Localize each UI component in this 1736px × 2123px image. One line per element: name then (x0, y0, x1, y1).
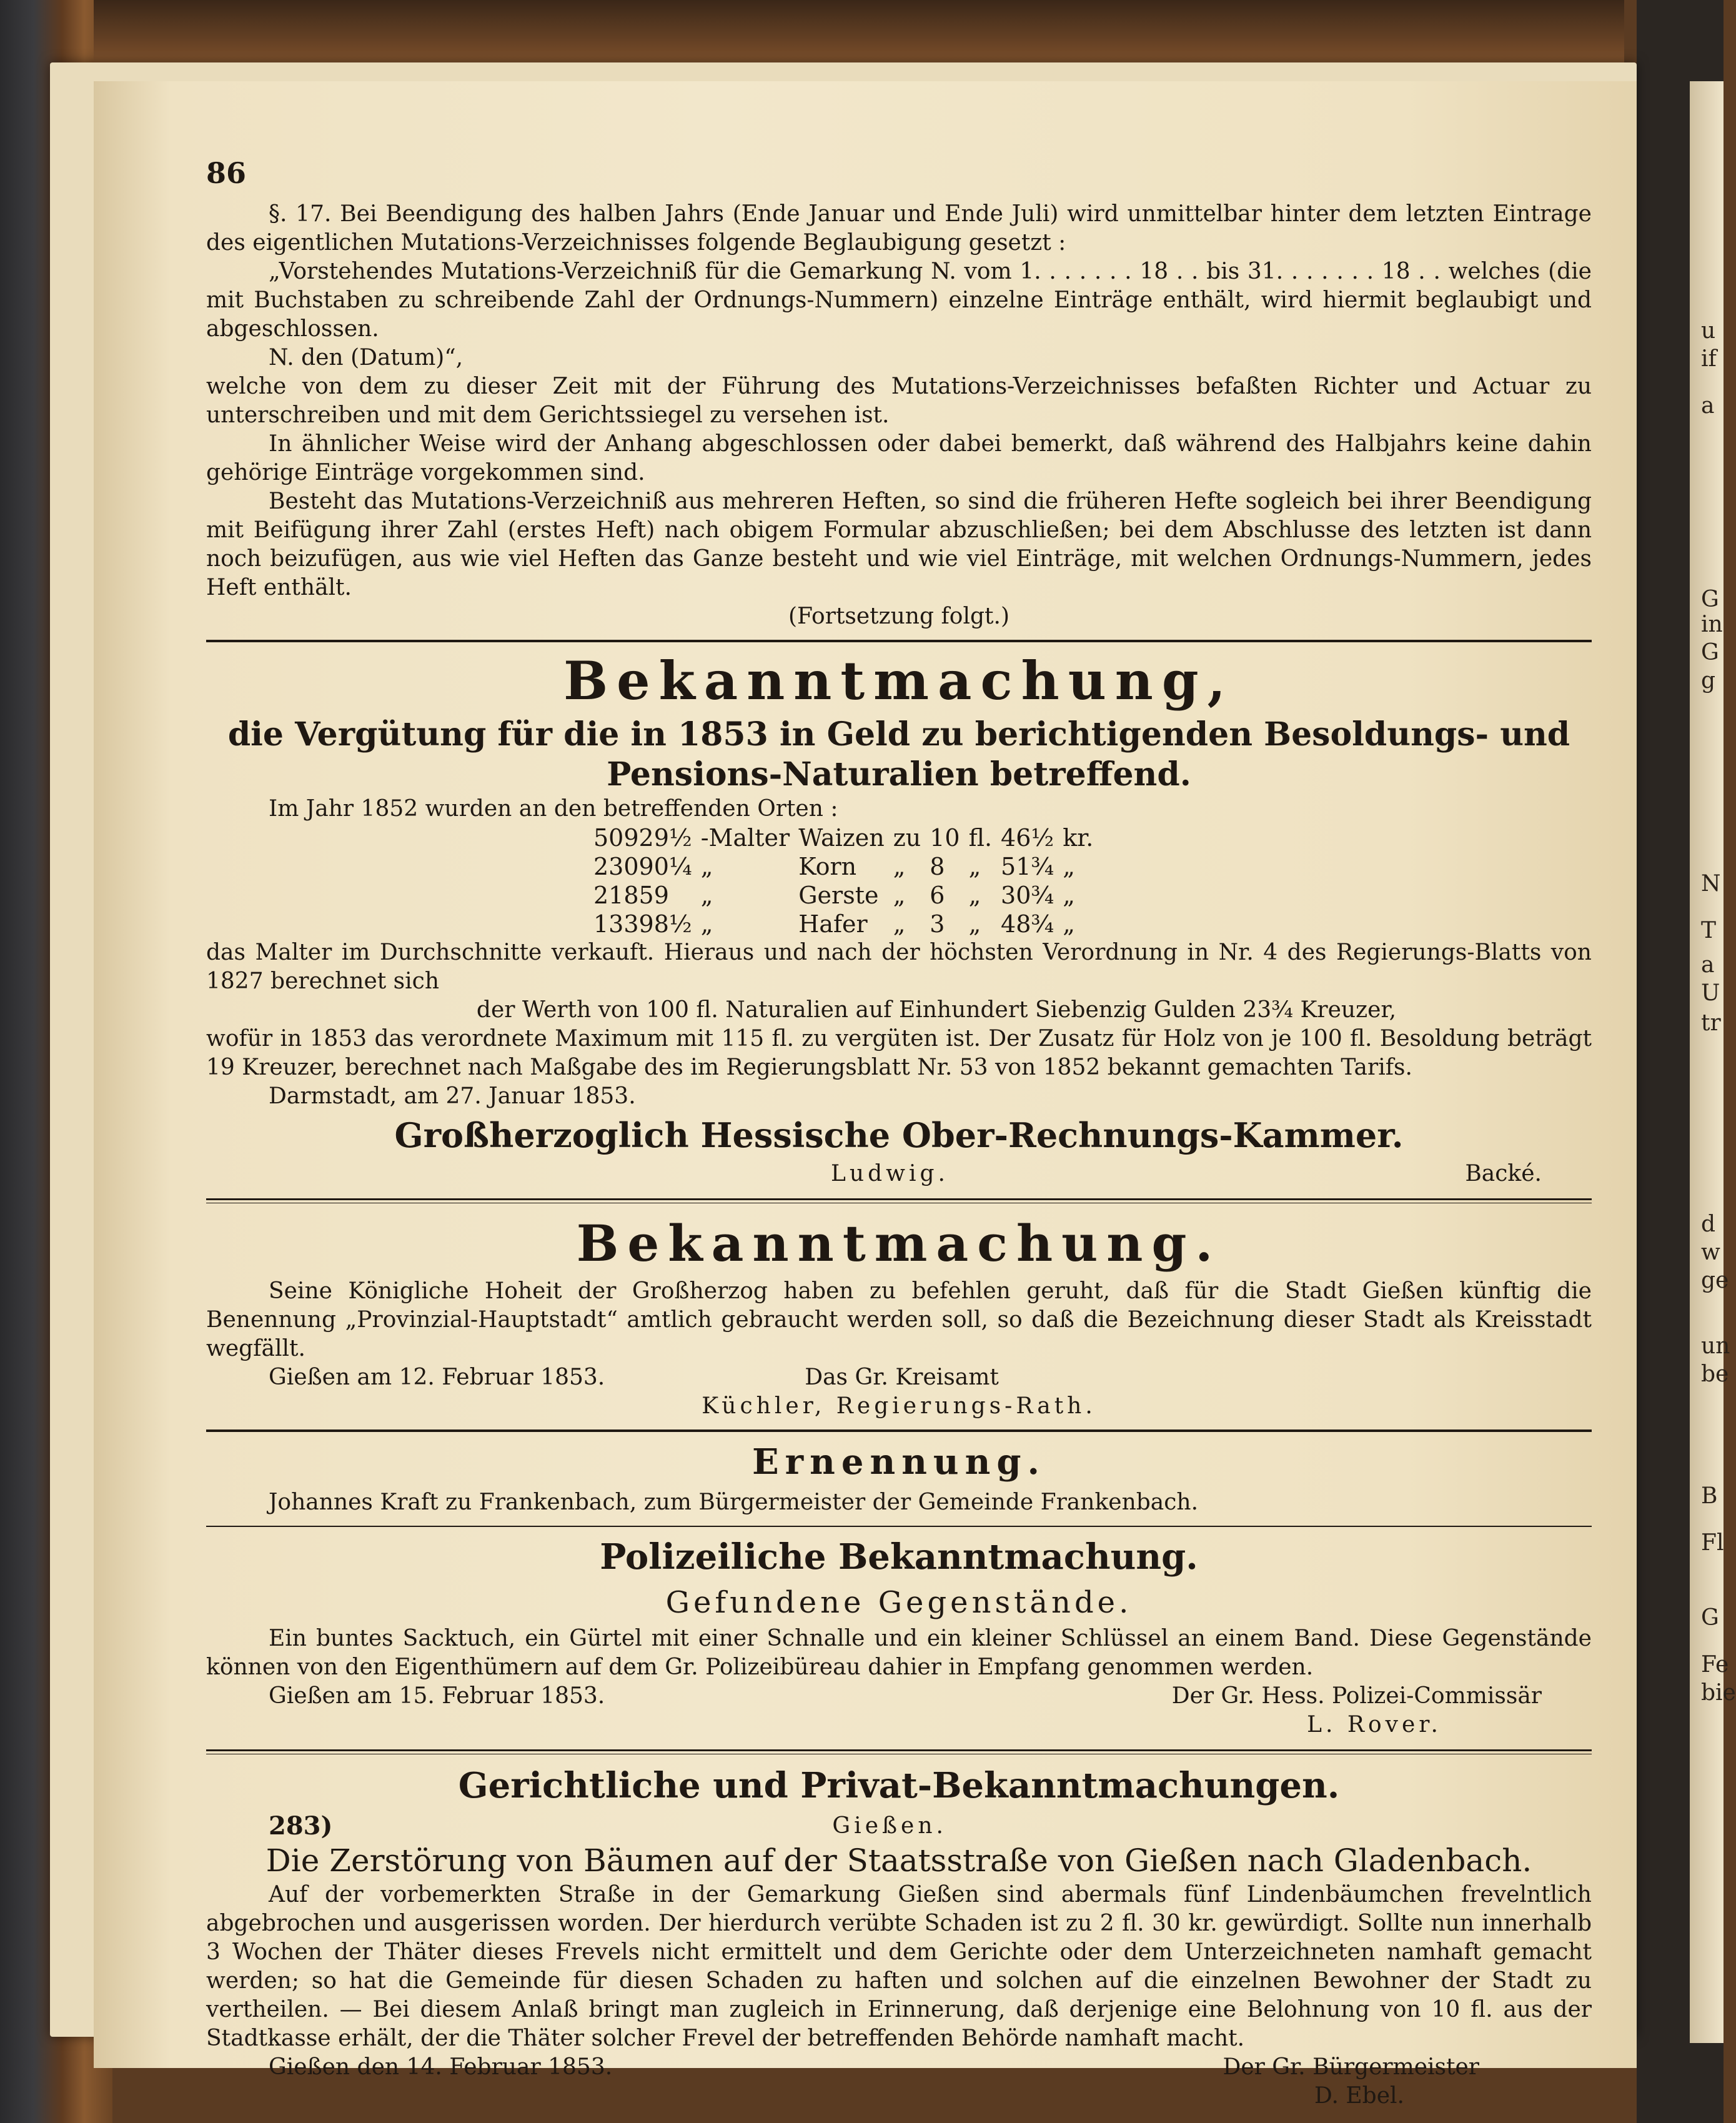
signature: L. Rover. (1307, 1712, 1442, 1738)
table-cell: 6 (930, 882, 945, 909)
notice-subtitle: Gefundene Gegenstände. (665, 1585, 1133, 1620)
signature: Backé. (1465, 1161, 1542, 1186)
section17-paragraph: In ähnlicher Weise wird der Anhang abgeschlossen oder dabei bemerkt, daß während des Halbjahrs keine dahin gehörige Einträge vorgekommen sind. (206, 431, 1592, 485)
table-row (593, 910, 1102, 938)
fragment: ge (1701, 1268, 1729, 1293)
table-cell: kr. (1063, 824, 1094, 852)
table-cell: „ (893, 882, 906, 909)
table-row (593, 823, 1102, 852)
table-cell: fl. (968, 824, 993, 852)
fragment: G (1701, 640, 1719, 665)
fragment: in (1701, 612, 1723, 637)
table-cell: 50929½ (593, 824, 692, 852)
fragment: a (1701, 952, 1715, 978)
fragment: d (1701, 1211, 1716, 1237)
notice-highlight-line: der Werth von 100 fl. Naturalien auf Einhundert Siebenzig Gulden 23¾ Kreuzer, (476, 997, 1397, 1023)
notice-paragraph: das Malter im Durchschnitte verkauft. Hieraus und nach der höchsten Verordnung in Nr. 4 des Regierungs-Blatts von 1827 berechnet sich (206, 940, 1592, 994)
place-date: Gießen den 14. Februar 1853. (269, 2054, 613, 2080)
section-divider (206, 640, 1592, 642)
section17-paragraph: Besteht das Mutations-Verzeichniß aus mehreren Heften, so sind die früheren Hefte sogleich bei ihrer Beendigung mit Beifügung ihrer Zahl (erstes Heft) nach obigem Formular abzuschließen; bei dem Abschlusse des letzten ist dann noch beizufügen, aus wie viel Heften das Ganze besteht und wie viel Einträge, mit welchen Ordnungs-Nummern, jedes Heft enthält. (206, 489, 1592, 600)
notice-title: Bekanntmachung. (576, 1214, 1222, 1273)
notice-title: Gerichtliche und Privat-Bekanntmachungen. (458, 1765, 1340, 1806)
place-date: Gießen am 12. Februar 1853. (269, 1365, 605, 1390)
section17-paragraph: welche von dem zu dieser Zeit mit der Führung des Mutations-Verzeichnisses befaßten Richter und Actuar zu unterschreiben und mit dem Gerichtssiegel zu versehen ist. (206, 374, 1592, 428)
adjacent-page-edge (1690, 81, 1736, 2043)
section17-formula: „Vorstehendes Mutations-Verzeichniß für die Gemarkung N. vom 1. . . . . . . 18 . . bis 31. . . . . . . 18 . . welches (die mit Buchstaben zu schreibende Zahl der Ordnungs-Nummern) einzelne Einträge enthält, wird hiermit beglaubigt und abgeschlossen. (206, 259, 1592, 342)
fragment: Fl (1701, 1530, 1724, 1556)
table-cell: „ (1063, 882, 1075, 909)
fragment: g (1701, 668, 1716, 694)
table-cell: Hafer (798, 910, 868, 938)
table-cell: Gerste (798, 882, 879, 909)
notice-paragraph: Auf der vorbemerkten Straße in der Gemarkung Gießen sind abermals fünf Lindenbäumchen frevelntlich abgebrochen und ausgerissen worden. Der hierdurch verübte Schaden ist zu 2 fl. 30 kr. gewürdigt. Sollte nun innerhalb 3 Wochen der Thäter dieses Frevels nicht ermittelt und dem Gerichte oder dem Unterzeichneten namhaft gemacht werden; so hat die Gemeinde für diesen Schaden zu haften und solchen auf die einzelnen Bewohner der Stadt zu vertheilen. — Bei diesem Anlaß bringt man zugleich in Erinnerung, daß derjenige eine Belohnung von 10 fl. aus der Stadtkasse erhält, der die Thäter solcher Frevel der betreffenden Behörde namhaft macht. (206, 1882, 1592, 2051)
section17-date: N. den (Datum)“, (269, 345, 464, 370)
section-divider (206, 1526, 1592, 1527)
signature: Ludwig. (831, 1161, 949, 1186)
table-cell: 3 (930, 910, 945, 938)
table-cell: 23090¼ (593, 853, 692, 880)
place: Gießen. (832, 1813, 947, 1839)
table-row (593, 881, 1102, 910)
page-text-column (206, 200, 1592, 2111)
notice-paragraph: Ein buntes Sacktuch, ein Gürtel mit einer Schnalle und ein kleiner Schlüssel an einem Band. Diese Gegenstände können von den Eigenthümern auf dem Gr. Polizeibüreau dahier in Empfang genommen werden. (206, 1626, 1592, 1680)
section-divider (206, 1198, 1592, 1203)
office: Das Gr. Kreisamt (805, 1365, 999, 1390)
table-cell: 48¾ (1001, 910, 1054, 938)
fragment: if (1701, 346, 1717, 372)
page-number: 86 (206, 156, 247, 190)
notice-number: 283) (269, 1811, 333, 1841)
table-cell: 10 (930, 824, 960, 852)
section-divider (206, 1429, 1592, 1432)
fragment: un (1701, 1333, 1730, 1359)
notice-title: Bekanntmachung, (563, 650, 1234, 712)
table-cell: „ (893, 910, 906, 938)
signature: Küchler, Regierungs-Rath. (702, 1393, 1096, 1419)
notice-paragraph: wofür in 1853 das verordnete Maximum mit 115 fl. zu vergüten ist. Der Zusatz für Holz von je 100 fl. Besoldung beträgt 19 Kreuzer, berechnet nach Maßgabe des im Regierungsblatt Nr. 53 von 1852 bekannt gemachten Tarifs. (206, 1026, 1592, 1080)
table-cell: „ (893, 853, 906, 880)
table-cell: 30¾ (1001, 882, 1054, 909)
signature-row (206, 2053, 1592, 2082)
fragment: w (1701, 1240, 1720, 1265)
grain-price-table (593, 823, 1102, 938)
notice-paragraph: Johannes Kraft zu Frankenbach, zum Bürgermeister der Gemeinde Frankenbach. (269, 1489, 1199, 1515)
table-cell: zu (893, 824, 921, 852)
fragment: N (1701, 871, 1721, 897)
fragment: U (1701, 980, 1720, 1006)
table-cell: „ (700, 882, 713, 909)
continued-note: (Fortsetzung folgt.) (788, 604, 1009, 629)
notice-heading: Die Zerstörung von Bäumen auf der Staatsstraße von Gießen nach Gladenbach. (265, 1842, 1532, 1879)
fragment: be (1701, 1361, 1729, 1387)
office: Der Gr. Bürgermeister (1223, 2054, 1479, 2080)
table-cell: „ (700, 853, 713, 880)
notice-intro: Im Jahr 1852 wurden an den betreffenden Orten : (269, 796, 838, 822)
fragment: B (1701, 1483, 1718, 1509)
authority-name: Großherzoglich Hessische Ober-Rechnungs-Kammer. (394, 1115, 1404, 1155)
notice-paragraph: Seine Königliche Hoheit der Großherzog haben zu befehlen geruht, daß für die Stadt Gießen künftig die Benennung „Provinzial-Hauptstadt“ amtlich gebraucht werden soll, so daß die Bezeichnung dieser Stadt als Kreisstadt wegfällt. (206, 1278, 1592, 1361)
table-cell: Korn (798, 853, 857, 880)
table-cell: -Malter (700, 824, 790, 852)
signature-row (206, 1682, 1592, 1711)
table-row (593, 852, 1102, 881)
notice-header-row (206, 1812, 1592, 1841)
table-cell: 13398½ (593, 910, 692, 938)
fragment: Fe (1701, 1652, 1729, 1678)
section17-paragraph: §. 17. Bei Beendigung des halben Jahrs (Ende Januar und Ende Juli) wird unmittelbar hinter dem letzten Eintrage des eigentlichen Mutations-Verzeichnisses folgende Beglaubigung gesetzt : (206, 201, 1592, 256)
notice-title: Polizeiliche Bekanntmachung. (600, 1536, 1198, 1578)
fragment: G (1701, 1605, 1719, 1631)
table-cell: „ (1063, 910, 1075, 938)
office: Der Gr. Hess. Polizei-Commissär (1171, 1683, 1542, 1709)
table-cell: 8 (930, 853, 945, 880)
notice-title: Ernennung. (751, 1441, 1046, 1483)
table-cell: „ (968, 853, 981, 880)
table-cell: 21859 (593, 882, 669, 909)
table-cell: Waizen (798, 824, 885, 852)
table-cell: 46½ (1001, 824, 1054, 852)
fragment: T (1701, 918, 1717, 943)
fragment: a (1701, 393, 1715, 419)
place-date: Darmstadt, am 27. Januar 1853. (269, 1083, 636, 1109)
place-date: Gießen am 15. Februar 1853. (269, 1683, 605, 1709)
notice-subtitle: die Vergütung für die in 1853 in Geld zu berichtigenden Besoldungs- und Pensions-Naturalien betreffend. (227, 715, 1570, 793)
fragment: u (1701, 318, 1716, 344)
fragment: G (1701, 587, 1719, 612)
fragment: tr (1701, 1010, 1721, 1036)
fragment: bie (1701, 1680, 1736, 1706)
signature: D. Ebel. (1314, 2083, 1404, 2109)
signature-row (206, 1363, 1592, 1392)
table-cell: „ (700, 910, 713, 938)
table-cell: „ (968, 910, 981, 938)
section-divider (206, 1749, 1592, 1754)
table-cell: 51¾ (1001, 853, 1054, 880)
table-cell: „ (968, 882, 981, 909)
signature-row (206, 1160, 1592, 1188)
table-cell: „ (1063, 853, 1075, 880)
